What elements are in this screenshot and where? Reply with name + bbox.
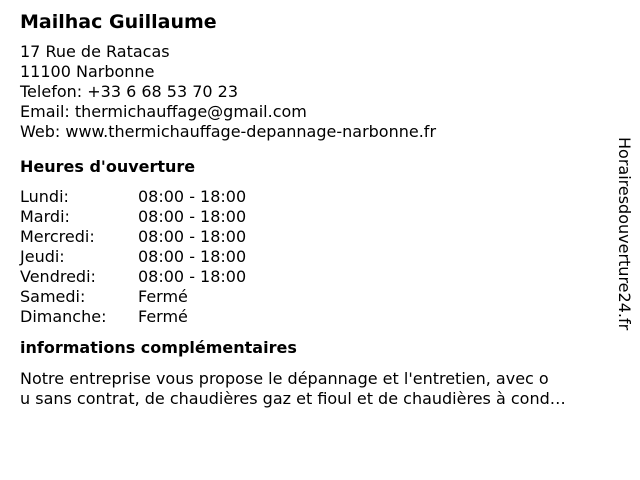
hours-day: Jeudi: <box>20 247 65 266</box>
hours-time: 08:00 - 18:00 <box>138 247 247 266</box>
hours-row-monday <box>20 187 610 207</box>
hours-row-friday <box>20 267 610 287</box>
hours-time: 08:00 - 18:00 <box>138 187 247 206</box>
hours-row-sunday <box>20 307 610 327</box>
hours-time: Fermé <box>138 287 188 306</box>
hours-day: Mardi: <box>20 207 70 226</box>
hours-row-thursday <box>20 247 610 267</box>
hours-time: 08:00 - 18:00 <box>138 267 247 286</box>
info-description <box>20 369 610 409</box>
hours-day: Mercredi: <box>20 227 95 246</box>
business-name: Mailhac Guillaume <box>20 11 217 33</box>
hours-time: 08:00 - 18:00 <box>138 207 247 226</box>
info-description-line: u sans contrat, de chaudières gaz et fioul et de chaudières à cond… <box>20 389 566 408</box>
hours-time: Fermé <box>138 307 188 326</box>
hours-row-tuesday <box>20 207 610 227</box>
info-heading: informations complémentaires <box>20 338 297 357</box>
hours-day: Lundi: <box>20 187 69 206</box>
hours-table <box>20 187 610 327</box>
hours-day: Samedi: <box>20 287 86 306</box>
email-line: Email: thermichauffage@gmail.com <box>20 102 307 121</box>
address-street: 17 Rue de Ratacas <box>20 42 170 61</box>
hours-row-saturday <box>20 287 610 307</box>
web-line: Web: www.thermichauffage-depannage-narbonne.fr <box>20 122 437 141</box>
hours-time: 08:00 - 18:00 <box>138 227 247 246</box>
address-city: 11100 Narbonne <box>20 62 155 81</box>
hours-day: Vendredi: <box>20 267 96 286</box>
hours-row-wednesday <box>20 227 610 247</box>
info-description-line: Notre entreprise vous propose le dépannage et l'entretien, avec o <box>20 369 549 388</box>
hours-heading: Heures d'ouverture <box>20 157 196 176</box>
hours-day: Dimanche: <box>20 307 107 326</box>
site-watermark: Horairesdouverture24.fr <box>615 137 634 331</box>
business-card <box>20 10 610 409</box>
phone-line: Telefon: +33 6 68 53 70 23 <box>20 82 239 101</box>
